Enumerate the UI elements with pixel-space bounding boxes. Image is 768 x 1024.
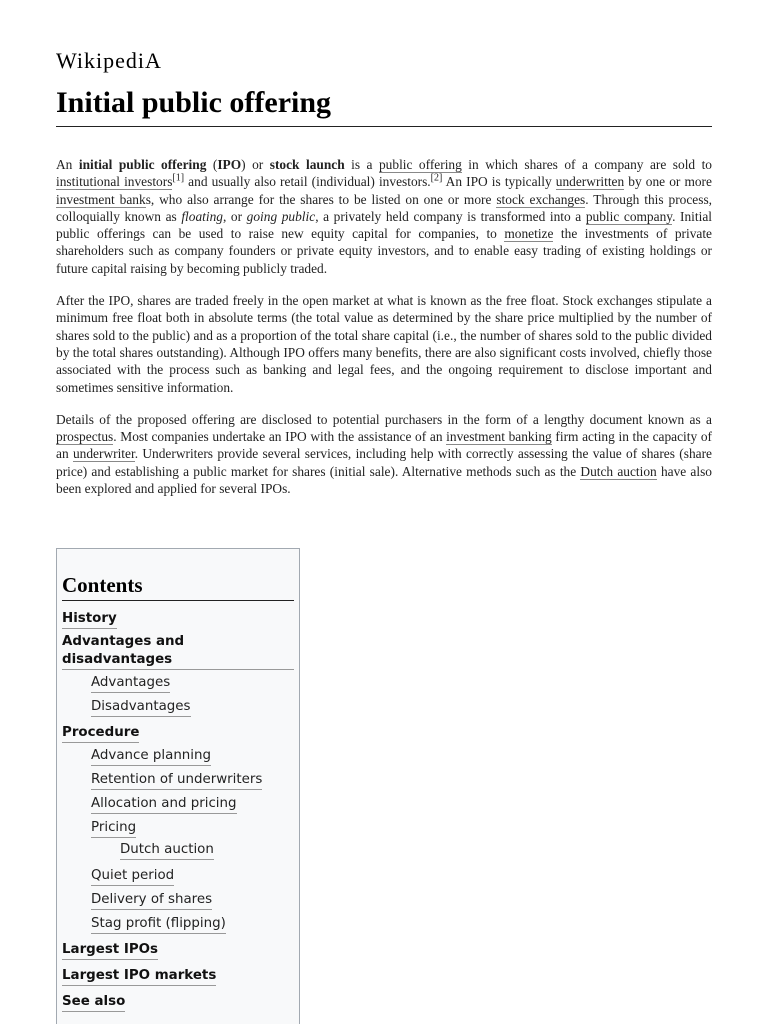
toc-link-advance-planning[interactable]: Advance planning — [91, 747, 211, 766]
toc-subitem — [91, 695, 294, 717]
link-underwriter[interactable]: underwriter — [72, 446, 135, 462]
toc-item — [62, 990, 294, 1012]
text: . Most companies undertake an IPO with the assistance of an — [113, 429, 447, 445]
text: An IPO is typically — [442, 174, 556, 190]
link-investment-bank[interactable]: investment bank — [56, 191, 146, 207]
article-body — [56, 156, 712, 512]
text: ) or — [241, 157, 270, 172]
text: Details of the proposed offering are disclosed to potential purchasers in the form of a lengthy document known as a — [56, 411, 712, 427]
bold-term: IPO — [217, 157, 242, 172]
toc-link-delivery-of-shares[interactable]: Delivery of shares — [91, 891, 212, 910]
text: s, who also arrange for the shares to be listed on one or more — [145, 191, 497, 207]
ref-2[interactable]: [2] — [430, 172, 443, 184]
toc-item — [62, 938, 294, 960]
text: . Initial public offerings can be used to raise new equity capital for companies, to — [56, 208, 712, 242]
text: by one or more — [624, 174, 712, 190]
text: have also been explored and applied for several IPOs. — [56, 463, 712, 497]
toc-link-advantages[interactable]: Advantages — [91, 674, 170, 693]
link-underwritten[interactable]: underwritten — [555, 174, 625, 190]
text: is a — [344, 157, 379, 172]
link-institutional-investors[interactable]: institutional investors — [56, 174, 173, 190]
toc-link-history[interactable]: History — [62, 610, 117, 629]
logo-text: Wikipedi — [56, 48, 145, 73]
link-investment-banking[interactable]: investment banking — [446, 429, 552, 445]
toc-subitem — [91, 864, 294, 886]
bold-term: initial public offering — [78, 157, 207, 172]
toc-item — [62, 633, 294, 717]
toc-link-advantages-and-disadvantages[interactable]: Advantages and disadvantages — [62, 633, 294, 670]
link-monetize[interactable]: monetize — [504, 226, 554, 242]
text: . Underwriters provide several services, including help with correctly assessing the value of shares (share price) and establishing a public market for shares (initial sale). Alternative methods such as the — [56, 446, 712, 479]
link-prospectus[interactable]: prospectus — [56, 429, 114, 445]
italic-term: going public — [246, 208, 316, 224]
toc-link-see-also[interactable]: See also — [62, 993, 125, 1012]
toc-sublist — [62, 671, 294, 717]
paragraph-1 — [56, 156, 712, 277]
toc-subitem — [120, 838, 294, 860]
text: firm acting in the capacity of an — [56, 429, 712, 462]
toc-subitem — [91, 816, 294, 860]
page-title: Initial public offering — [56, 86, 712, 127]
toc-link-dutch-auction[interactable]: Dutch auction — [120, 841, 214, 860]
toc-subitem — [91, 912, 294, 934]
toc-subitem — [91, 792, 294, 814]
toc-item — [62, 721, 294, 934]
toc-link-allocation-and-pricing[interactable]: Allocation and pricing — [91, 795, 237, 814]
logo-text-end: A — [145, 48, 162, 73]
text: in which shares of a company are sold to — [461, 157, 713, 172]
table-of-contents — [56, 548, 300, 1024]
text: the investments of private shareholders such as company founders or private equity investors, and to enable easy trading of existing holdings or future capital raising by becoming publicly traded. — [56, 226, 712, 276]
toc-link-stag-profit[interactable]: Stag profit (flipping) — [91, 915, 226, 934]
toc-link-largest-ipo-markets[interactable]: Largest IPO markets — [62, 967, 216, 986]
text: , or — [222, 208, 247, 224]
text: An — [56, 157, 79, 172]
bold-term: stock launch — [269, 157, 345, 172]
toc-title: Contents — [62, 573, 294, 601]
toc-item — [62, 607, 294, 629]
toc-subitem — [91, 768, 294, 790]
link-public-company[interactable]: public company — [585, 208, 673, 224]
italic-term: floating — [181, 208, 223, 224]
wikipedia-logo[interactable] — [56, 48, 162, 74]
text: and usually also retail (individual) investors. — [184, 174, 431, 190]
link-public-offering[interactable]: public offering — [378, 157, 462, 172]
toc-link-disadvantages[interactable]: Disadvantages — [91, 698, 191, 717]
toc-link-procedure[interactable]: Procedure — [62, 724, 139, 743]
toc-link-largest-ipos[interactable]: Largest IPOs — [62, 941, 158, 960]
text: ( — [206, 157, 218, 172]
toc-subitem — [91, 744, 294, 766]
link-stock-exchanges[interactable]: stock exchanges — [496, 191, 586, 207]
paragraph-2: After the IPO, shares are traded freely in the open market at what is known as the free float. Stock exchanges stipulate a minimum free float both in absolute terms (the total value as determined by the share price multiplied by the number of shares sold to the public) and as a proportion of the total share capital (i.e., the number of shares sold to the public divided by the total shares outstanding). Although IPO offers many benefits, there are also significant costs involved, chiefly those associated with the process such as banking and legal fees, and the ongoing requirement to disclose important and sometimes sensitive information. — [56, 293, 712, 395]
toc-link-pricing[interactable]: Pricing — [91, 819, 136, 838]
toc-item — [62, 964, 294, 986]
ref-1[interactable]: [1] — [172, 172, 185, 184]
text: , a privately held company is transformed into a — [315, 208, 586, 224]
toc-subitem — [91, 671, 294, 693]
toc-sublist — [62, 744, 294, 934]
toc-link-quiet-period[interactable]: Quiet period — [91, 867, 174, 886]
link-dutch-auction[interactable]: Dutch auction — [580, 463, 657, 479]
text: . Through this process, colloquially known as — [56, 191, 713, 224]
toc-list — [62, 607, 294, 1012]
paragraph-3 — [56, 411, 712, 497]
toc-link-retention-of-underwriters[interactable]: Retention of underwriters — [91, 771, 262, 790]
toc-subitem — [91, 888, 294, 910]
toc-sublist — [91, 838, 294, 860]
